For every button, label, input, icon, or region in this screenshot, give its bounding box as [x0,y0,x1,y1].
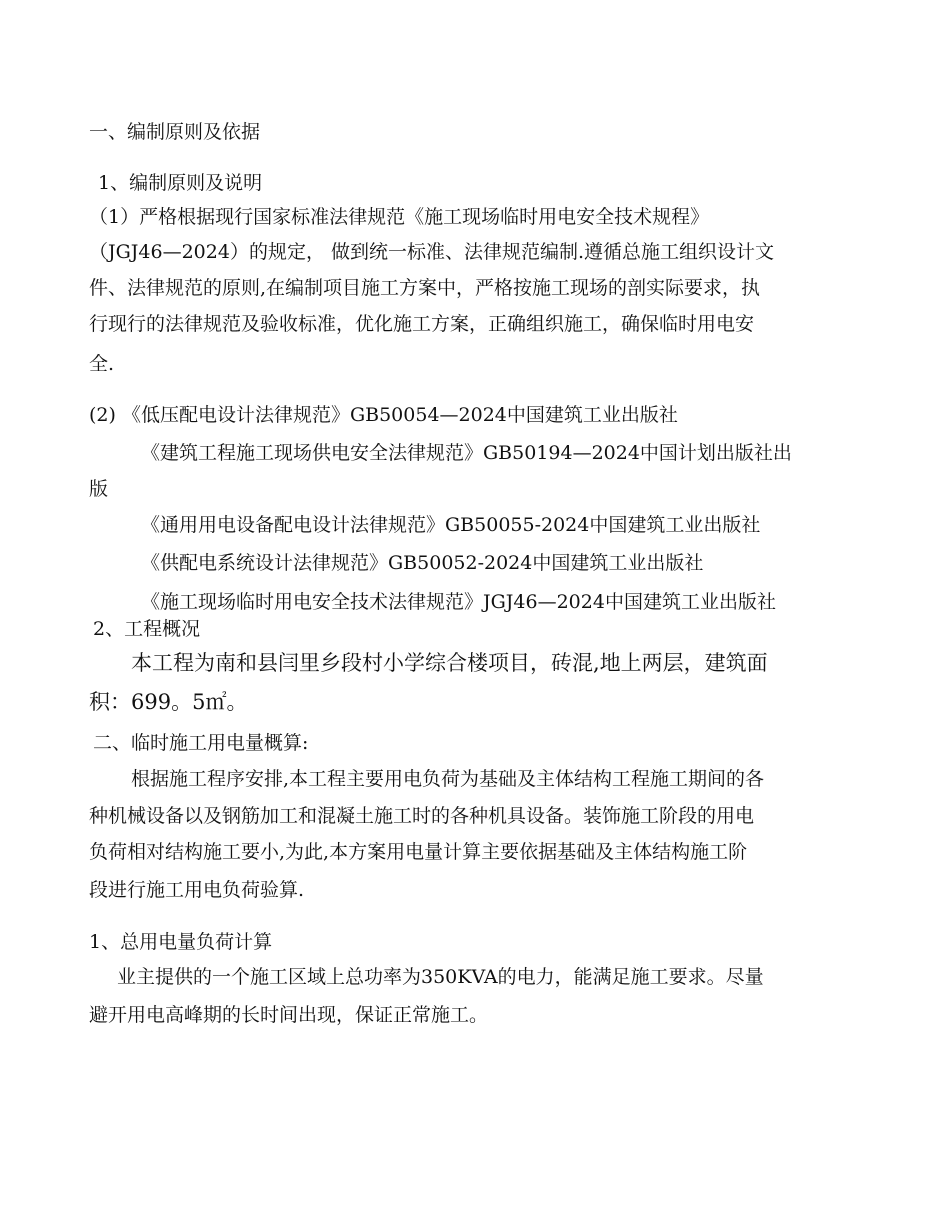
heading-2: 二、临时施工用电量概算: [93,732,309,754]
para-3-line: 业主提供的一个施工区域上总功率为350KVA的电力，能满足施工要求。尽量 [117,966,764,988]
reference-line: 《供配电系统设计法律规范》GB50052-2024中国建筑工业出版社 [141,552,704,574]
para-2-line: 负荷相对结构施工要小,为此,本方案用电量计算主要依据基础及主体结构施工阶 [89,841,748,863]
para-2-line: 段进行施工用电负荷验算. [89,879,305,901]
overview-line: 本工程为南和县闫里乡段村小学综合楼项目，砖混,地上两层，建筑面 [131,651,768,675]
heading-1: 一、编制原则及依据 [89,121,261,143]
subheading-1: 1、编制原则及说明 [98,172,263,194]
para-1-line: （1）严格根据现行国家标准法律规范《施工现场临时用电安全技术规程》 [89,206,710,228]
reference-line: 《施工现场临时用电安全技术法律规范》JGJ46—2024中国建筑工业出版社 [141,591,776,613]
reference-line: (2) 《低压配电设计法律规范》GB50054—2024中国建筑工业出版社 [89,404,678,426]
para-1-line: 全. [89,353,115,375]
reference-line: 《建筑工程施工现场供电安全法律规范》GB50194—2024中国计划出版社出 [141,442,792,464]
subheading-3: 1、总用电量负荷计算 [89,931,273,953]
para-1-line: （JGJ46—2024）的规定， 做到统一标准、法律规范编制.遵循总施工组织设计文 [89,241,775,263]
para-1-line: 件、法律规范的原则,在编制项目施工方案中，严格按施工现场的剖实际要求，执 [89,277,761,299]
reference-line: 版 [89,478,109,500]
para-2-line: 根据施工程序安排,本工程主要用电负荷为基础及主体结构工程施工期间的各 [131,768,765,790]
para-1-line: 行现行的法律规范及验收标准，优化施工方案，正确组织施工，确保临时用电安 [89,313,755,335]
overview-line: 积：699。5㎡。 [89,690,248,714]
subheading-2: 2、工程概况 [93,618,201,640]
reference-line: 《通用用电设备配电设计法律规范》GB50055-2024中国建筑工业出版社 [141,514,761,536]
para-2-line: 种机械设备以及钢筋加工和混凝土施工时的各种机具设备。装饰施工阶段的用电 [89,805,755,827]
para-3-line: 避开用电高峰期的长时间出现，保证正常施工。 [89,1004,489,1026]
